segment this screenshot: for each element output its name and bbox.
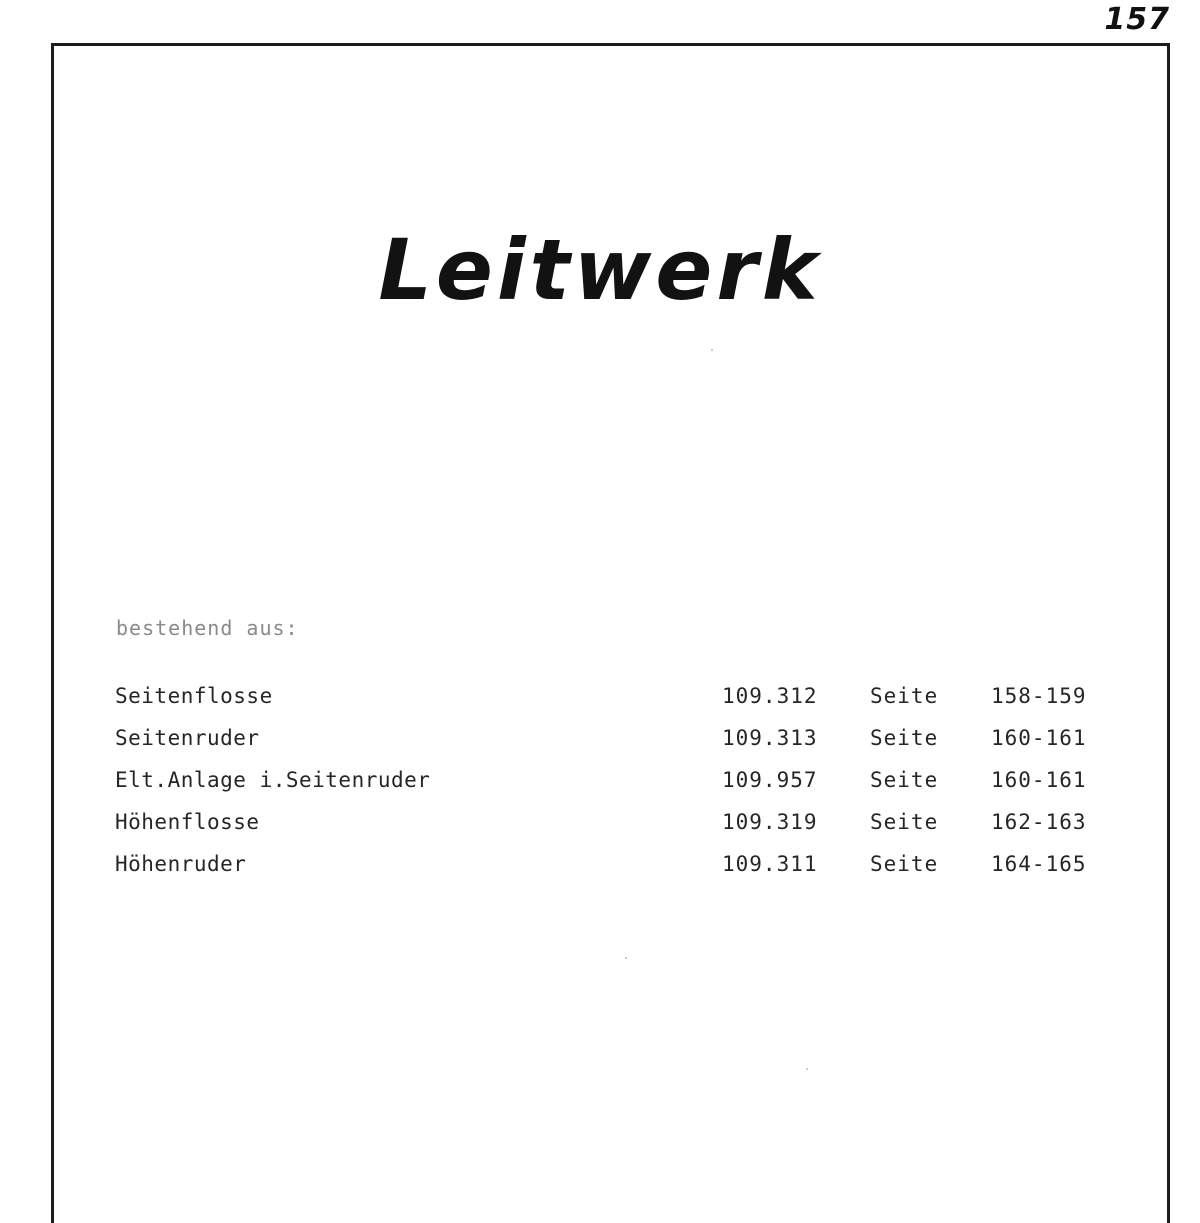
scan-speck — [711, 349, 713, 351]
part-name: Höhenruder — [115, 852, 247, 876]
part-name: Seitenflosse — [115, 684, 273, 708]
part-name: Elt.Anlage i.Seitenruder — [115, 768, 431, 792]
part-number: 109.957 — [722, 768, 818, 792]
seite-label: Seite — [870, 768, 939, 792]
intro-text: bestehend aus: — [116, 616, 299, 640]
part-number: 109.312 — [722, 684, 818, 708]
parts-list — [0, 678, 1200, 888]
seite-label: Seite — [870, 852, 939, 876]
part-number: 109.311 — [722, 852, 818, 876]
part-name: Höhenflosse — [115, 810, 260, 834]
page-range: 162-163 — [991, 810, 1087, 834]
list-item — [0, 804, 1200, 846]
part-number: 109.319 — [722, 810, 818, 834]
list-item — [0, 720, 1200, 762]
part-name: Seitenruder — [115, 726, 260, 750]
page-range: 160-161 — [991, 768, 1087, 792]
seite-label: Seite — [870, 684, 939, 708]
page-title: Leitwerk — [378, 221, 822, 319]
seite-label: Seite — [870, 810, 939, 834]
list-item — [0, 762, 1200, 804]
part-number: 109.313 — [722, 726, 818, 750]
page-range: 164-165 — [991, 852, 1087, 876]
seite-label: Seite — [870, 726, 939, 750]
page-range: 158-159 — [991, 684, 1087, 708]
page-number: 157 — [1104, 2, 1170, 37]
list-item — [0, 678, 1200, 720]
page-range: 160-161 — [991, 726, 1087, 750]
scan-speck — [625, 957, 627, 959]
list-item — [0, 846, 1200, 888]
scan-speck — [806, 1068, 808, 1070]
